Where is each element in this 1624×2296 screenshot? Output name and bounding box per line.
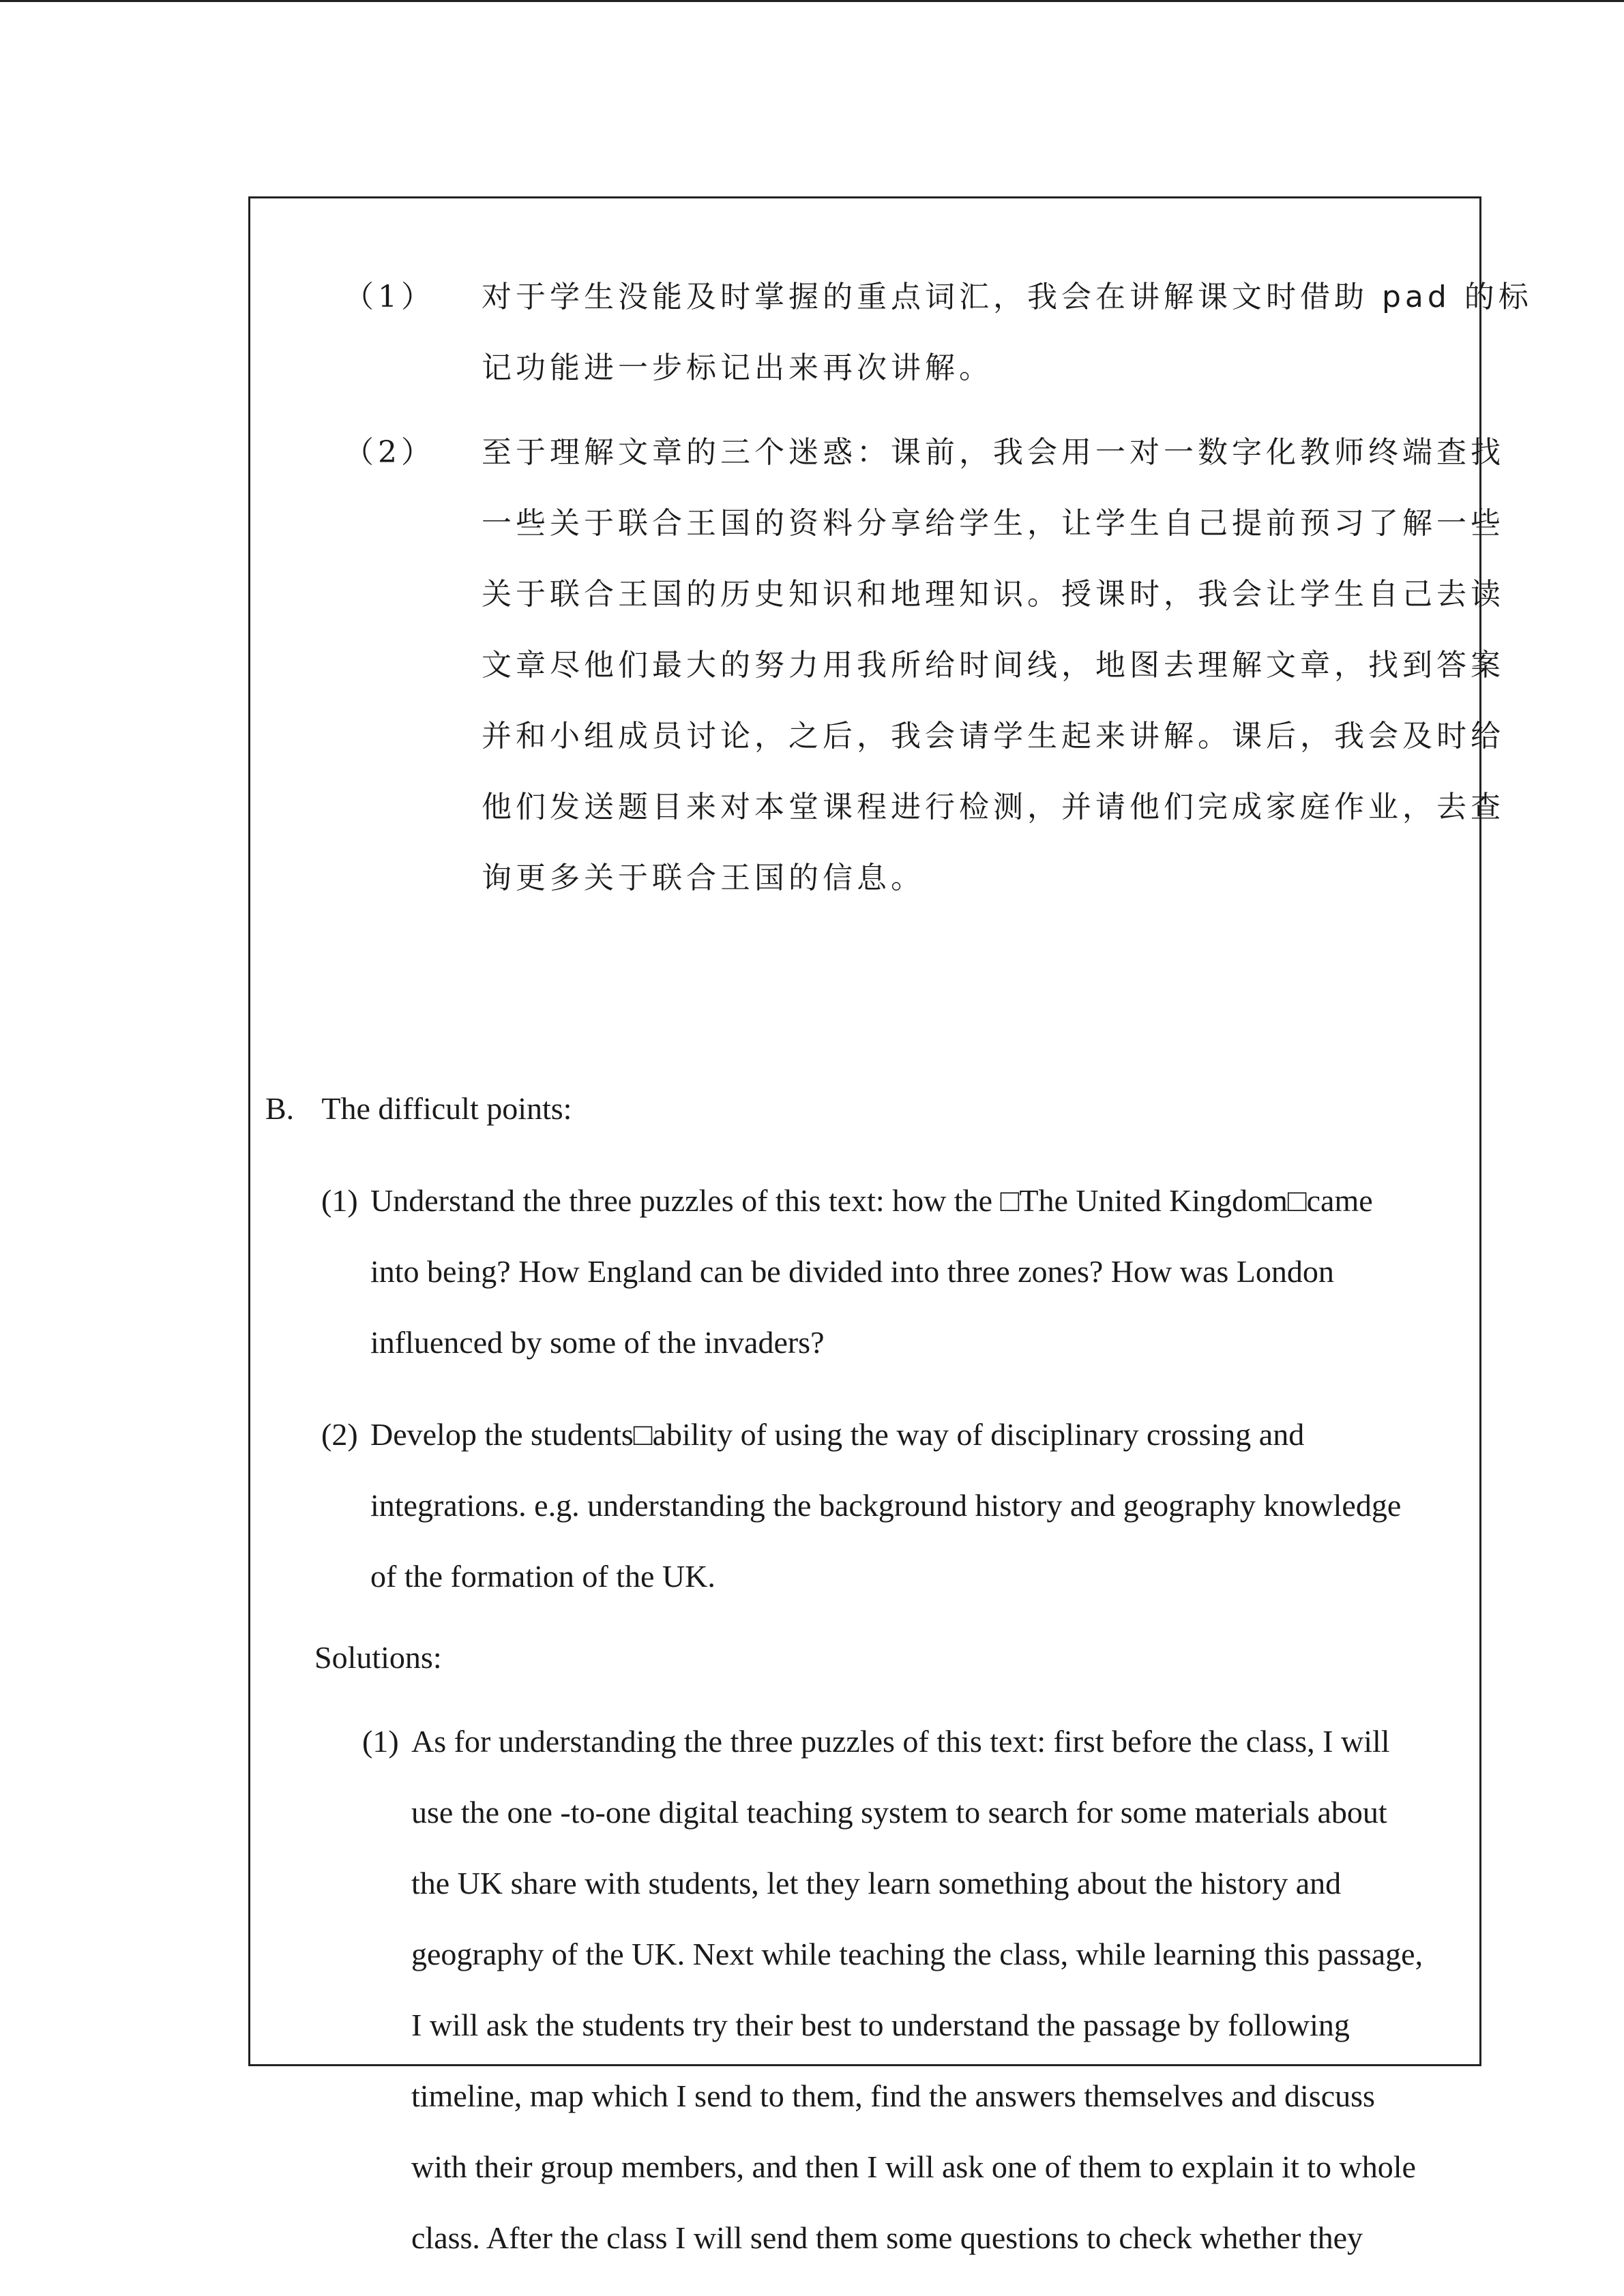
section-b-label: B. — [265, 1091, 295, 1126]
zh-item-number: （1） — [344, 280, 435, 314]
difficult-point-number: (1) — [321, 1183, 358, 1218]
text-line: Develop the students□ability of using the way of disciplinary crossing and — [370, 1417, 1305, 1452]
content-table-cell — [248, 196, 1533, 2255]
text-line: class. After the class I will send them some questions to check whether they — [411, 2220, 1363, 2255]
text-line: 询更多关于联合王国的信息。 — [482, 861, 925, 895]
text-line: 至于理解文章的三个迷惑：课前，我会用一对一数字化教师终端查找 — [482, 435, 1505, 470]
section-b-title: The difficult points: — [321, 1091, 572, 1126]
solutions-heading: Solutions: — [314, 1640, 442, 1675]
text-line: 并和小组成员讨论，之后，我会请学生起来讲解。课后，我会及时给 — [482, 719, 1505, 754]
text-line: I will ask the students try their best to understand the passage by following — [411, 2008, 1350, 2042]
text-line: 关于联合王国的历史知识和地理知识。授课时，我会让学生自己去读 — [482, 577, 1505, 612]
text-line: As for understanding the three puzzles of this text: first before the class, I will — [411, 1724, 1390, 1759]
text-line: geography of the UK. Next while teaching the class, while learning this passage, — [411, 1937, 1423, 1971]
text-line: with their group members, and then I will ask one of them to explain it to whole — [411, 2149, 1416, 2184]
difficult-point-text — [370, 1165, 1373, 1378]
text-line: the UK share with students, let they learn something about the history and — [411, 1866, 1342, 1900]
difficult-point-number: (2) — [321, 1417, 358, 1452]
text-line: 一些关于联合王国的资料分享给学生，让学生自己提前预习了解一些 — [482, 506, 1505, 541]
text-line: 对于学生没能及时掌握的重点词汇，我会在讲解课文时借助 pad 的标 — [482, 280, 1533, 314]
text-line: 记功能进一步标记出来再次讲解。 — [482, 351, 993, 385]
text-line: of the formation of the UK. — [370, 1559, 715, 1594]
text-line: 他们发送题目来对本堂课程进行检测，并请他们完成家庭作业，去查 — [482, 790, 1505, 824]
text-line: Understand the three puzzles of this text: how the □The United Kingdom□came — [370, 1183, 1373, 1218]
text-line: into being? How England can be divided into three zones? How was London — [370, 1254, 1334, 1289]
solution-number: (1) — [362, 1724, 399, 1759]
zh-item-number: （2） — [344, 435, 435, 470]
text-line: timeline, map which I send to them, find the answers themselves and discuss — [411, 2078, 1375, 2113]
text-line: use the one -to-one digital teaching system to search for some materials about — [411, 1795, 1387, 1830]
text-line: influenced by some of the invaders? — [370, 1325, 825, 1360]
text-line: 文章尽他们最大的努力用我所给时间线，地图去理解文章，找到答案 — [482, 648, 1505, 683]
difficult-point-text — [370, 1399, 1401, 1612]
solution-text — [411, 1706, 1423, 2273]
zh-item-text — [482, 262, 1533, 404]
text-line: integrations. e.g. understanding the background history and geography knowledge — [370, 1488, 1402, 1523]
zh-item-text — [482, 417, 1505, 914]
section-b-heading — [265, 1073, 572, 1144]
page-top-border — [0, 0, 1624, 2]
